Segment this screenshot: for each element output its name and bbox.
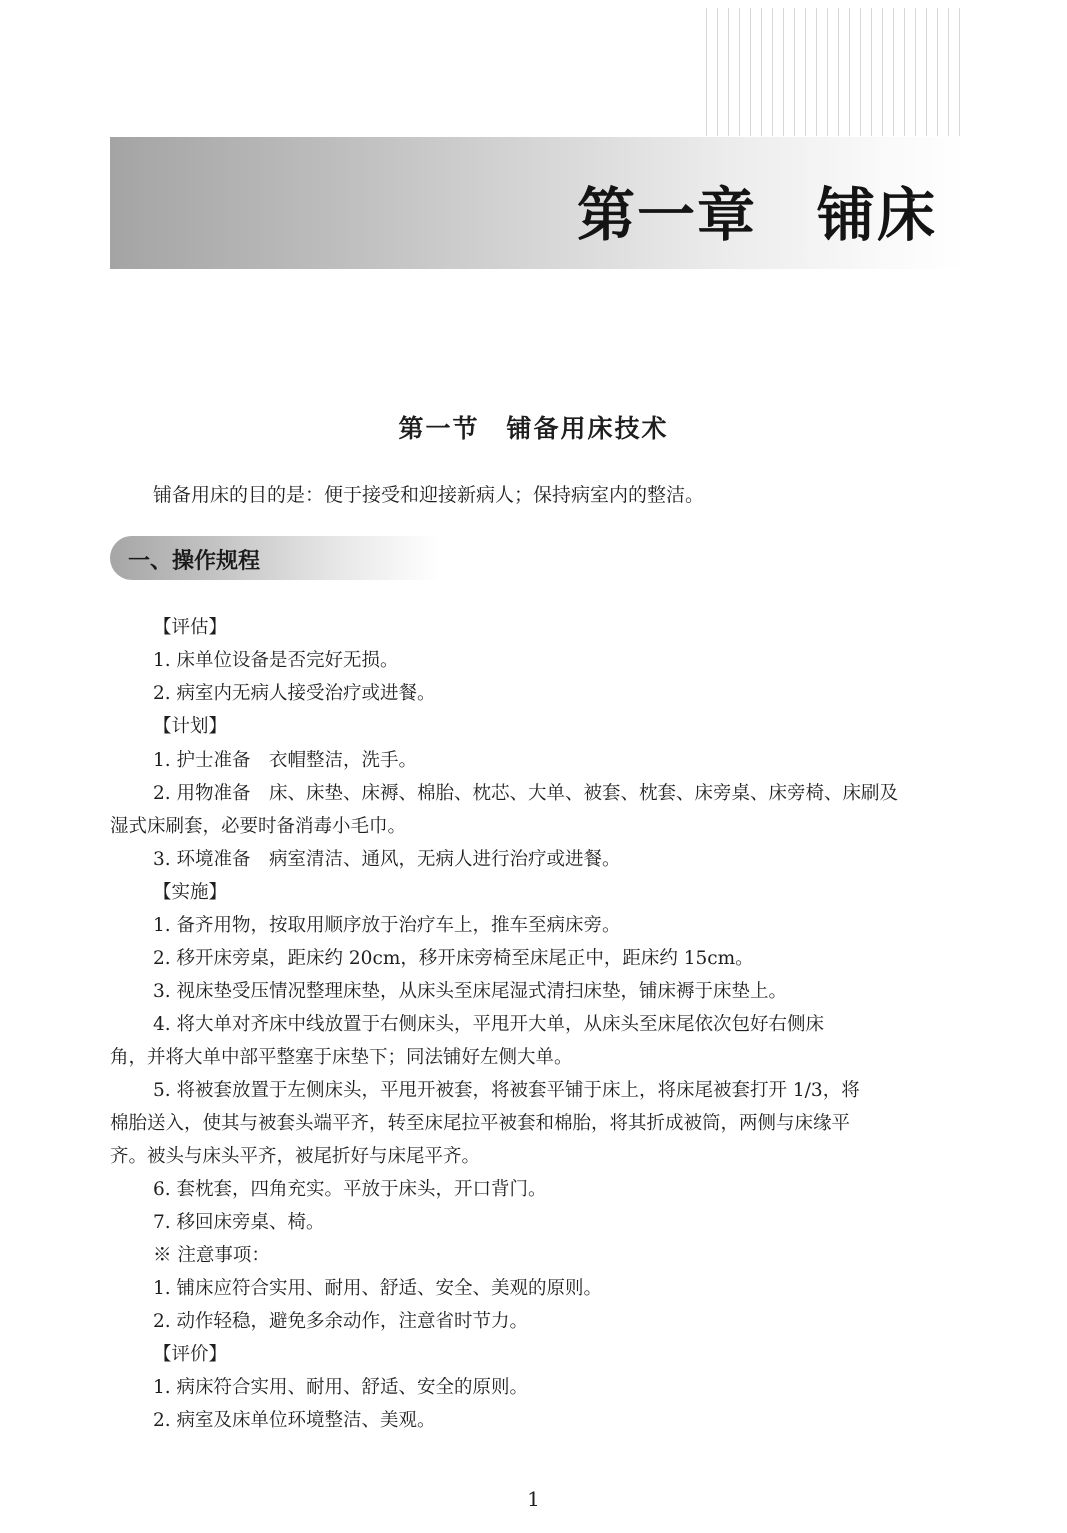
section-title: 第一节 铺备用床技术	[398, 414, 669, 443]
body-line-continued: 齐。被头与床头平齐，被尾折好与床尾平齐。	[110, 1146, 481, 1167]
body-line: 1. 病床符合实用、耐用、舒适、安全的原则。	[153, 1377, 529, 1398]
subsection-title: 一、操作规程	[128, 549, 261, 574]
heading-plan: 【计划】	[153, 716, 228, 737]
heading-precautions: ※ 注意事项：	[153, 1245, 270, 1266]
heading-implementation: 【实施】	[153, 882, 228, 903]
page-number: 1	[527, 1487, 540, 1511]
body-line: 2. 用物准备 床、床垫、床褥、棉胎、枕芯、大单、被套、枕套、床旁桌、床旁椅、床刷及	[153, 783, 899, 804]
body-line: 2. 病室及床单位环境整洁、美观。	[153, 1410, 436, 1431]
body-line-continued: 棉胎送入，使其与被套头端平齐，转至床尾拉平被套和棉胎，将其折成被筒，两侧与床缘平	[110, 1113, 851, 1134]
body-line: 1. 铺床应符合实用、耐用、舒适、安全、美观的原则。	[153, 1278, 603, 1299]
body-line: 1. 床单位设备是否完好无损。	[153, 650, 399, 671]
section-intro: 铺备用床的目的是：便于接受和迎接新病人；保持病室内的整洁。	[153, 484, 705, 506]
body-line: 7. 移回床旁桌、椅。	[153, 1212, 325, 1233]
chapter-title: 第一章 铺床	[576, 181, 937, 249]
body-line: 1. 护士准备 衣帽整洁，洗手。	[153, 750, 418, 771]
body-line: 2. 动作轻稳，避免多余动作，注意省时节力。	[153, 1311, 529, 1332]
body-line-continued: 湿式床刷套，必要时备消毒小毛巾。	[110, 816, 407, 837]
body-line: 5. 将被套放置于左侧床头，平甩开被套，将被套平铺于床上，将床尾被套打开 1/3，将	[153, 1080, 860, 1101]
body-line: 2. 移开床旁桌，距床约 20cm，移开床旁椅至床尾正中，距床约 15cm。	[153, 948, 754, 969]
body-line: 6. 套枕套，四角充实。平放于床头，开口背门。	[153, 1179, 547, 1200]
heading-evaluation: 【评价】	[153, 1344, 228, 1365]
header-decoration-stripes	[706, 8, 968, 136]
heading-assessment: 【评估】	[153, 617, 228, 638]
body-line: 4. 将大单对齐床中线放置于右侧床头，平甩开大单，从床头至床尾依次包好右侧床	[153, 1014, 825, 1035]
body-line-continued: 角，并将大单中部平整塞于床垫下；同法铺好左侧大单。	[110, 1047, 573, 1068]
body-line: 2. 病室内无病人接受治疗或进餐。	[153, 683, 436, 704]
body-line: 3. 环境准备 病室清洁、通风，无病人进行治疗或进餐。	[153, 849, 621, 870]
body-line: 3. 视床垫受压情况整理床垫，从床头至床尾湿式清扫床垫，铺床褥于床垫上。	[153, 981, 788, 1002]
body-line: 1. 备齐用物，按取用顺序放于治疗车上，推车至病床旁。	[153, 915, 621, 936]
